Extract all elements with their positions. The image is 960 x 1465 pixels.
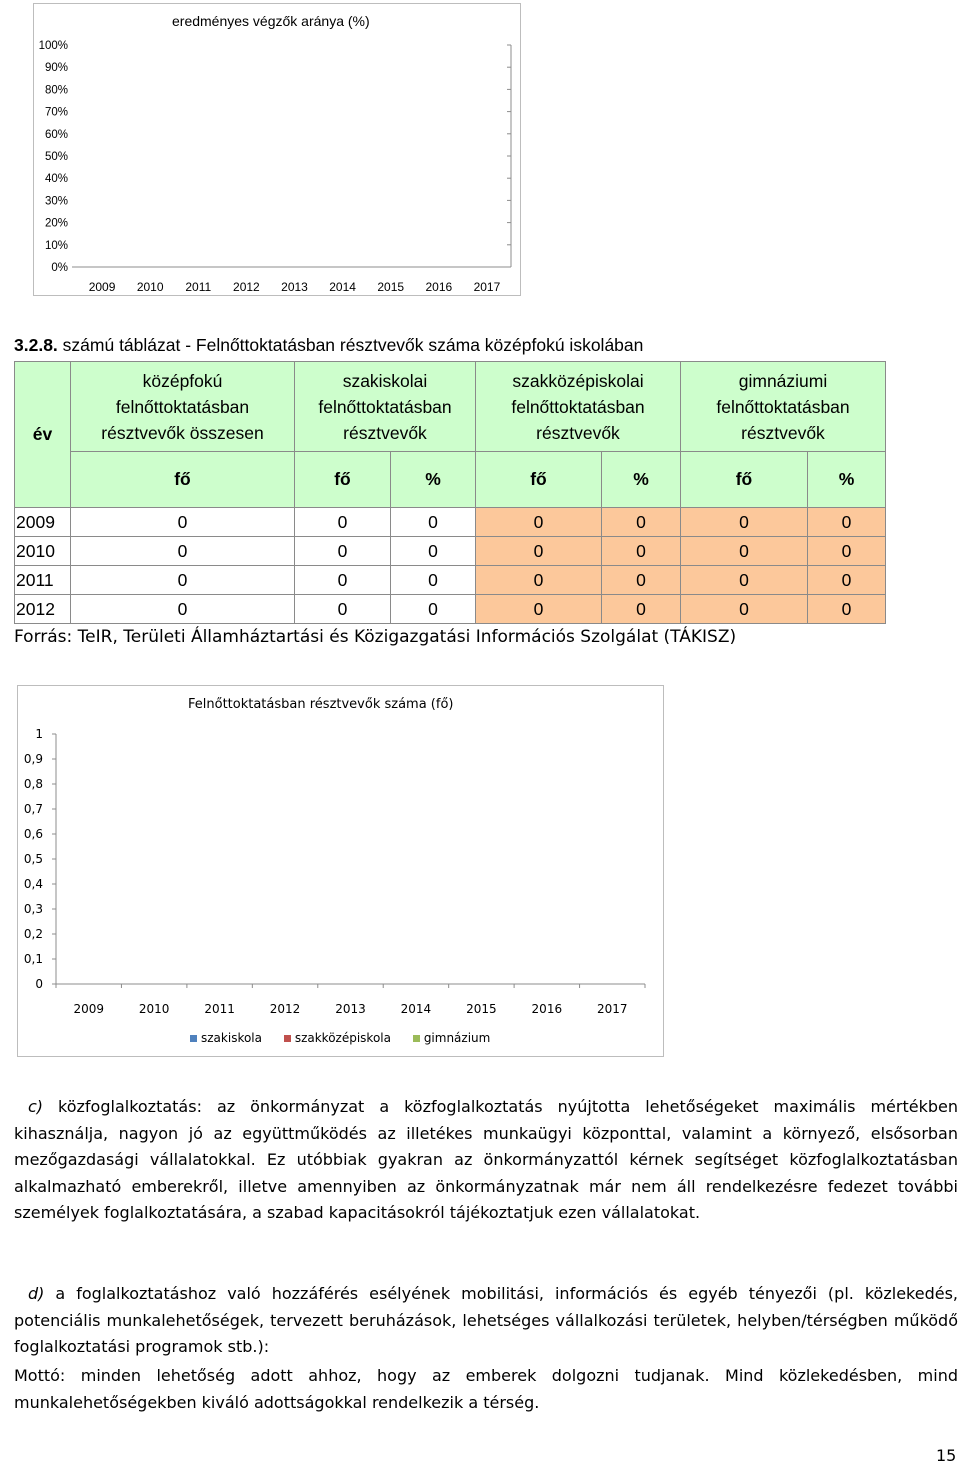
paragraph-motto: Mottó: minden lehetőség adott ahhoz, hogy az emberek dolgozni tudjanak. Mind közlekedésben, mind munkalehetőségekben kiváló adottságokkal rendelkezik a térség. [14, 1366, 958, 1412]
value-cell: 0 [602, 566, 681, 595]
table-caption-number: 3.2.8. [14, 335, 58, 355]
unit-cell: fő [476, 452, 602, 508]
value-cell: 0 [476, 566, 602, 595]
table-row [15, 508, 886, 537]
value-cell: 0 [681, 566, 808, 595]
table-row [15, 537, 886, 566]
legend-item-gimnazium [413, 1031, 491, 1045]
x-tick-label: 2015 [377, 280, 405, 294]
unit-cell: fő [681, 452, 808, 508]
value-cell: 0 [71, 537, 295, 566]
value-cell: 0 [391, 508, 476, 537]
year-cell: 2010 [15, 537, 71, 566]
value-cell: 0 [295, 537, 391, 566]
legend-label: szakiskola [201, 1031, 262, 1045]
header-line: résztvevők összesen [101, 422, 264, 443]
y-tick-label: 20% [44, 217, 68, 230]
y-tick-label: 0,4 [23, 877, 43, 891]
value-cell: 0 [391, 566, 476, 595]
value-cell: 0 [808, 595, 886, 624]
value-cell: 0 [476, 537, 602, 566]
header-line: felnőttoktatásban [511, 396, 645, 417]
paragraph-d [14, 1281, 958, 1361]
value-cell: 0 [602, 508, 681, 537]
unit-cell: fő [71, 452, 295, 508]
header-line: szakközépiskolai [512, 370, 644, 391]
unit-cell: % [602, 452, 681, 508]
paragraph-d-label: d) [28, 1284, 45, 1303]
x-tick-label: 2016 [531, 1002, 563, 1016]
y-tick-label: 90% [44, 62, 68, 75]
value-cell: 0 [602, 537, 681, 566]
x-tick-label: 2009 [73, 1002, 104, 1016]
value-cell: 0 [71, 508, 295, 537]
value-cell: 0 [602, 595, 681, 624]
x-tick-label: 2013 [335, 1002, 366, 1016]
y-tick-label: 0,6 [23, 827, 43, 841]
legend-swatch [284, 1035, 291, 1042]
year-cell: 2012 [15, 595, 71, 624]
y-tick-label: 0,1 [23, 952, 43, 966]
table-unit-row [15, 452, 886, 508]
value-cell: 0 [476, 508, 602, 537]
x-tick-label: 2010 [136, 280, 164, 294]
year-cell: 2009 [15, 508, 71, 537]
table-header-year: év [15, 362, 71, 508]
value-cell: 0 [681, 508, 808, 537]
value-cell: 0 [71, 595, 295, 624]
chart-title: Felnőttoktatásban résztvevők száma (fő) [188, 697, 454, 712]
y-tick-label: 0,3 [23, 902, 43, 916]
y-tick-label: 80% [44, 84, 68, 97]
x-tick-label: 2016 [425, 280, 453, 294]
value-cell: 0 [391, 537, 476, 566]
x-tick-label: 2017 [597, 1002, 628, 1016]
value-cell: 0 [71, 566, 295, 595]
value-cell: 0 [295, 595, 391, 624]
legend-swatch [190, 1035, 197, 1042]
chart-title: eredményes végzők aránya (%) [172, 13, 370, 29]
paragraph-c-body: közfoglalkoztatás: az önkormányzat a közfoglalkoztatás nyújtotta lehetőségeket maximális mértékben kihasználja, nagyon jó az együttműködés az illetékes munkaügyi központtal, valamint a környező, elsősorban mezőgazdasági vállalatokkal. Ez utóbbiak gyakran az önkormányzattól kérnek segítséget közfoglalkoztatásban alkalmazható emberekről, illetve amennyiben az önkormányzatnak már nem áll rendelkezésre fedezet további személyek foglalkoztatására, a szabad kapacitásokról tájékoztatjuk ezen vállalatokat. [14, 1097, 958, 1222]
x-tick-label: 2014 [400, 1002, 432, 1016]
table-header-group-total [71, 362, 295, 452]
table-header-group-szakkozep [476, 362, 681, 452]
y-tick-label: 60% [44, 128, 68, 141]
y-tick-label: 50% [44, 151, 68, 163]
header-line: résztvevők [741, 422, 825, 443]
y-tick-label: 0 [35, 977, 43, 991]
page-number: 15 [936, 1446, 957, 1465]
header-line: gimnáziumi [738, 370, 828, 391]
table-row [15, 595, 886, 624]
table-row [15, 566, 886, 595]
y-tick-label: 1 [35, 727, 43, 741]
table-source: Forrás: TeIR, Területi Államháztartási és Közigazgatási Információs Szolgálat (TÁKISZ) [14, 627, 737, 647]
value-cell: 0 [808, 537, 886, 566]
y-tick-label: 0% [51, 262, 68, 274]
table-header-group-szakiskola [295, 362, 476, 452]
header-line: szakiskolai [342, 370, 428, 391]
y-tick-label: 70% [44, 106, 68, 119]
y-tick-label: 0,2 [23, 927, 43, 941]
unit-cell: % [808, 452, 886, 508]
value-cell: 0 [808, 508, 886, 537]
x-tick-label: 2009 [88, 280, 116, 294]
y-tick-label: 0,8 [23, 777, 43, 791]
chart-legend [190, 1031, 508, 1045]
y-tick-label: 100% [38, 40, 68, 52]
table-caption [14, 335, 643, 356]
value-cell: 0 [681, 595, 808, 624]
value-cell: 0 [295, 508, 391, 537]
unit-cell: % [391, 452, 476, 508]
chart-eredmenyes-vegzok [33, 3, 521, 296]
y-tick-label: 30% [44, 195, 68, 208]
value-cell: 0 [681, 537, 808, 566]
legend-label: szakközépiskola [294, 1031, 391, 1045]
x-tick-label: 2010 [138, 1002, 170, 1016]
x-tick-label: 2013 [281, 280, 308, 294]
value-cell: 0 [808, 566, 886, 595]
value-cell: 0 [476, 595, 602, 624]
x-tick-label: 2011 [204, 1002, 235, 1016]
chart-participants [17, 685, 664, 1057]
header-line: résztvevők [343, 422, 427, 443]
table-caption-text: számú táblázat - Felnőttoktatásban résztvevők száma középfokú iskolában [57, 335, 644, 355]
value-cell: 0 [391, 595, 476, 624]
value-cell: 0 [295, 566, 391, 595]
y-tick-label: 0,7 [23, 802, 43, 816]
chart-plot-area [34, 4, 522, 297]
x-tick-label: 2011 [185, 280, 212, 294]
y-tick-label: 0,9 [23, 752, 43, 766]
table-header-group-gimnazium [681, 362, 886, 452]
y-tick-label: 40% [44, 173, 68, 186]
chart-plot-area [18, 686, 665, 1058]
year-cell: 2011 [15, 566, 71, 595]
x-tick-label: 2017 [473, 280, 501, 294]
header-line: felnőttoktatásban [115, 396, 250, 417]
unit-cell: fő [295, 452, 391, 508]
x-tick-label: 2012 [233, 280, 260, 294]
table-header-row [15, 362, 886, 452]
legend-label: gimnázium [423, 1031, 491, 1045]
header-line: középfokú [142, 370, 223, 391]
legend-swatch [413, 1035, 420, 1042]
x-tick-label: 2014 [329, 280, 356, 294]
header-line: résztvevők [536, 422, 620, 443]
header-line: felnőttoktatásban [318, 396, 452, 417]
paragraph-c [14, 1094, 958, 1227]
participants-table [14, 361, 886, 624]
legend-item-szakkozepiskola [284, 1031, 391, 1045]
paragraph-c-label: c) [28, 1097, 44, 1116]
x-tick-label: 2015 [466, 1002, 497, 1016]
legend-item-szakiskola [190, 1031, 262, 1045]
header-line: felnőttoktatásban [716, 396, 850, 417]
y-tick-label: 10% [44, 239, 68, 252]
paragraph-d-body: a foglalkoztatáshoz való hozzáférés esélyének mobilitási, információs és egyéb tényezői (pl. közlekedés, potenciális munkalehetőségek, tervezett beruházások, lehetséges vállalkozási területek, helyben/térségben működő foglalkoztatási programok stb.): [14, 1284, 958, 1356]
x-tick-label: 2012 [269, 1002, 301, 1016]
y-tick-label: 0,5 [23, 852, 43, 866]
